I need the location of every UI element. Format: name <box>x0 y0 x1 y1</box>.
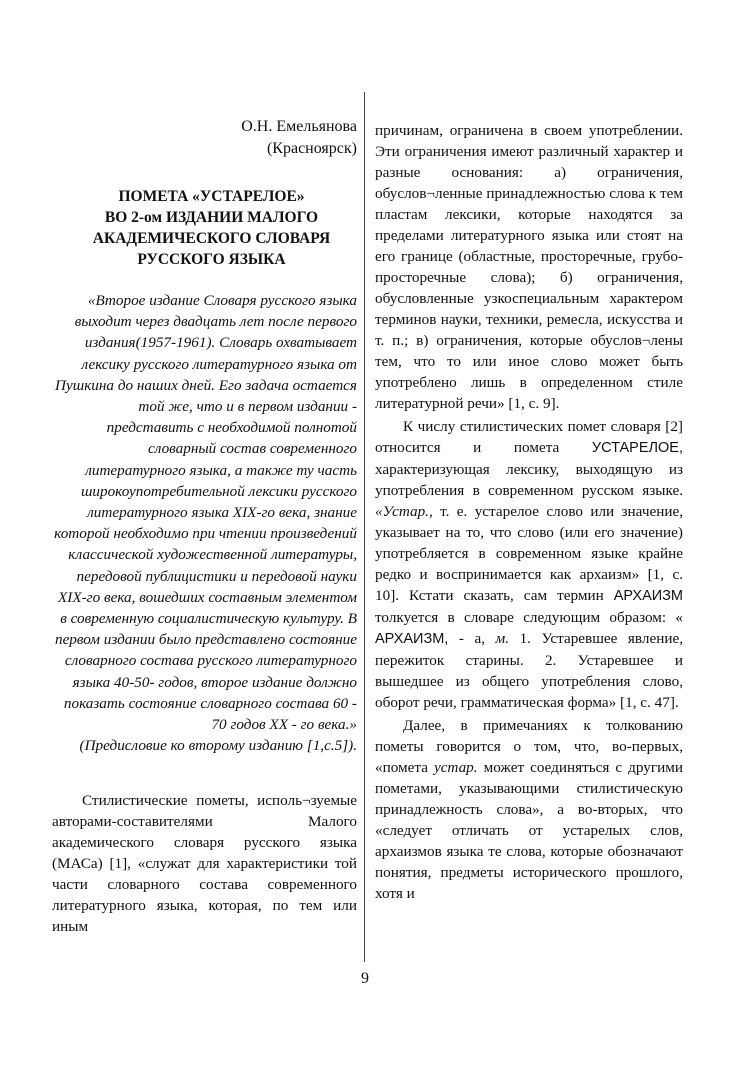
epigraph-text: «Второе издание Словаря русского языка выходит через двадцать лет после первого издания(1957-1961). Словарь охватывает лексику русского литературного языка от Пушкина до наших дней. Его задача остается той же, что и в первом издании - представить с необходимой полнотой словарный состав современного литературного языка, а также ту часть широкоупотребительной лексики русского литературного языка XIX-го века, знание которой необходимо при чтении произведений классической художественной литературы, передовой публицистики и передовой науки XIX-го века, вошедших составным элементом в современную социалистическую культуру. В первом издании было представлено состояние словарного состава русского литературного языка 40-50- годов, второе издание должно показать состояние словарного состава 60 - 70 годов XX - го века.» <box>54 292 357 734</box>
article-title <box>52 186 357 270</box>
title-line-1: ПОМЕТА «УСТАРЕЛОЕ» <box>118 188 305 205</box>
right-column <box>375 118 683 904</box>
paragraph-left-1: Стилистические пометы, исполь¬зуемые авторами-составителями Малого академического словаря русского языка (МАСа) [1], «служат для характеристики той части словарного состава современного литературного языка, которая, по тем или иным <box>52 792 357 936</box>
term-ustar-italic: «Устар., <box>375 503 433 520</box>
p3-text-c: может соединяться с другими пометами, указывающими стилистическую принадлежность слова», а во-вторых, что «следует отличать от устарелых слов, архаизмов языка те слова, которые обозначают понятия, предметы исторического прошлого, хотя и <box>375 759 683 902</box>
page-number: 9 <box>361 970 369 987</box>
gender-mark: м. <box>495 630 510 647</box>
term-arhaizm: АРХАИЗМ <box>613 588 683 604</box>
title-line-2: ВО 2-ом ИЗДАНИИ МАЛОГО <box>104 209 319 226</box>
p2-text-i: - а, <box>448 630 496 647</box>
term-ustar-mark: устар. <box>433 759 478 776</box>
epigraph-source: (Предисловие ко второму изданию [1,с.5]). <box>79 737 357 755</box>
paragraph-right-1: причинам, ограничена в своем употреблении. Эти ограничения имеют различный характер и разные основания: а) ограничения, обуслов¬ленные принадлежностью слова к тем пластам лексики, которые находятся за пределами литературного языка или стоят на его границе (областные, просторечные, грубо-просторечные слова); б) ограничения, обусловленные узкоспециальным характером терминов науки, техники, ремесла, искусства и т. п.; в) ограничения, которые обуслов¬лены тем, что то или иное слово может быть употреблено лишь в определенном стиле литературной речи» [1, с. 9]. <box>375 122 683 412</box>
p2-text-c: характеризующая лексику, выходящую из употребления в современном русском языке. <box>375 461 683 499</box>
term-ustareloe: УСТАРЕЛОЕ, <box>591 440 683 456</box>
left-column <box>52 92 357 937</box>
p3-text-a: Далее, в примечаниях к толкованию пометы говорится о том, что, во-первых, «помета <box>375 717 683 776</box>
column-divider <box>364 92 365 962</box>
title-line-3: АКАДЕМИЧЕСКОГО СЛОВАРЯ <box>92 230 331 247</box>
epigraph <box>52 290 357 756</box>
p2-text-k: 1. Устаревшее явление, пережиток старины. 2. Устаревшее и вышедшее из общего употребления слово, оборот речи, грамматическая форма» [1, с. 47]. <box>375 630 683 711</box>
author-name: О.Н. Емельянова <box>241 118 357 135</box>
author-city: (Красноярск) <box>266 140 357 157</box>
title-line-4: РУССКОГО ЯЗЫКА <box>137 251 286 268</box>
p2-text-g: толкуется в словаре следующим образом: « <box>375 609 683 626</box>
paragraph-right-2 <box>375 416 683 713</box>
author-block <box>52 116 357 160</box>
term-arhaizm-entry: АРХАИЗМ, <box>375 631 449 647</box>
p2-text-a: К числу стилистических помет словаря [2] относится и помета <box>375 418 683 456</box>
paragraph-right-3 <box>375 715 683 904</box>
p2-text-e: т. е. устарелое слово или значение, указывает на то, что слово (или его значение) употребляется в современном языке крайне редко и воспринимается как архаизм» [1, с. 10]. Кстати сказать, сам термин <box>375 503 683 604</box>
